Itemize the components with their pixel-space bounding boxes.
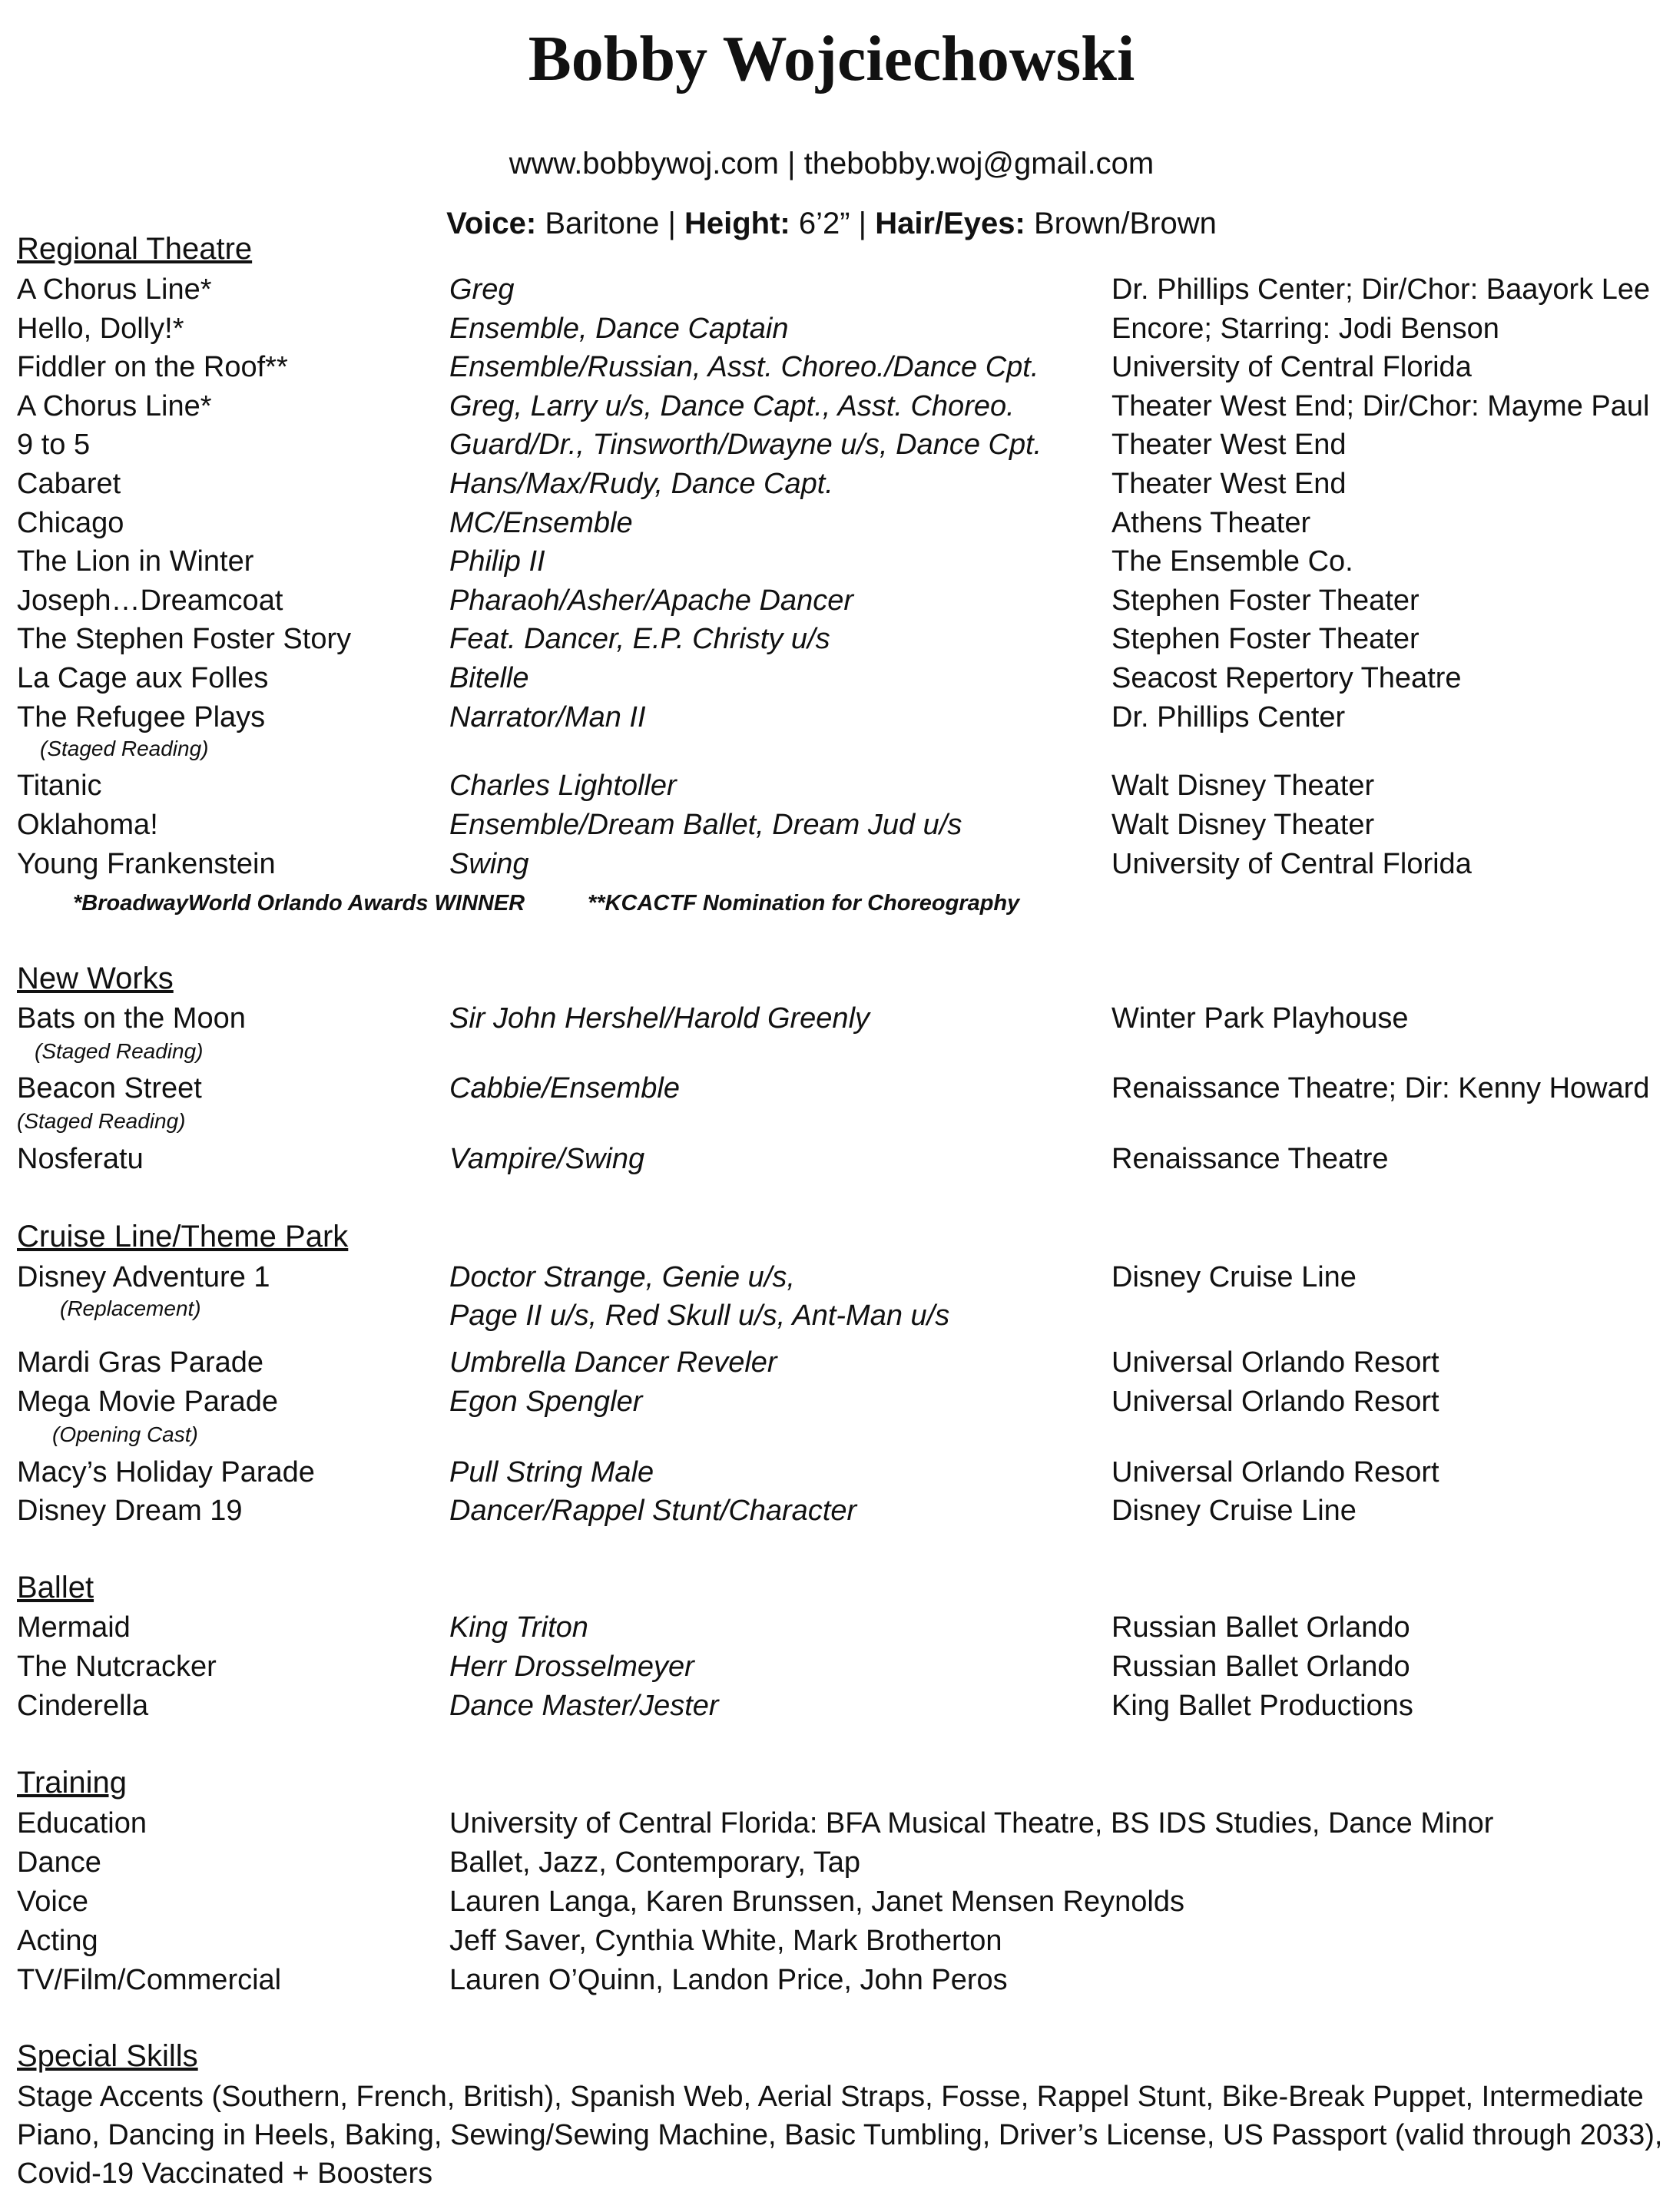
website-link[interactable]: www.bobbywoj.com (509, 147, 779, 180)
venue: Walt Disney Theater (1111, 770, 1375, 802)
role: Dance Master/Jester (449, 1690, 719, 1722)
separator: | (858, 207, 867, 240)
venue: King Ballet Productions (1111, 1690, 1413, 1722)
section-heading-regional: Regional Theatre (17, 232, 253, 266)
show-title: Mermaid (17, 1611, 131, 1644)
training-label: TV/Film/Commercial (17, 1964, 282, 1996)
show-title: Nosferatu (17, 1143, 144, 1175)
section-heading-special-skills: Special Skills (17, 2039, 198, 2073)
role: Narrator/Man II (449, 701, 646, 733)
role: Bitelle (449, 662, 529, 694)
show-title: Fiddler on the Roof** (17, 351, 288, 383)
venue: Russian Ballet Orlando (1111, 1611, 1410, 1644)
show-title: Joseph…Dreamcoat (17, 584, 283, 617)
show-title: Cinderella (17, 1690, 149, 1722)
show-title: Young Frankenstein (17, 848, 276, 880)
venue: Stephen Foster Theater (1111, 584, 1420, 617)
performer-name: Bobby Wojciechowski (528, 23, 1135, 94)
training-value: University of Central Florida: BFA Musical Theatre, BS IDS Studies, Dance Minor (449, 1807, 1494, 1839)
role: Feat. Dancer, E.P. Christy u/s (449, 623, 830, 655)
role: Doctor Strange, Genie u/s, (449, 1261, 795, 1293)
role: Ensemble/Dream Ballet, Dream Jud u/s (449, 809, 962, 841)
show-title: Disney Dream 19 (17, 1495, 243, 1527)
hair-eyes-value: Brown/Brown (1033, 207, 1217, 240)
venue: Encore; Starring: Jodi Benson (1111, 313, 1499, 345)
venue: Theater West End; Dir/Chor: Mayme Paul (1111, 390, 1650, 422)
show-title: The Lion in Winter (17, 545, 254, 578)
venue: University of Central Florida (1111, 848, 1472, 880)
voice-label: Voice: (446, 207, 537, 240)
role: Pull String Male (449, 1456, 654, 1488)
role: Umbrella Dancer Reveler (449, 1346, 777, 1379)
venue: Winter Park Playhouse (1111, 1002, 1409, 1035)
training-label: Acting (17, 1925, 98, 1957)
show-title: 9 to 5 (17, 429, 91, 461)
role: Charles Lightoller (449, 770, 677, 802)
role: MC/Ensemble (449, 507, 633, 539)
contact-line (0, 144, 1663, 183)
venue: University of Central Florida (1111, 351, 1472, 383)
section-heading-ballet: Ballet (17, 1571, 94, 1604)
show-title: Mardi Gras Parade (17, 1346, 264, 1379)
training-value: Lauren Langa, Karen Brunssen, Janet Mensen Reynolds (449, 1886, 1184, 1918)
venue: Dr. Phillips Center; Dir/Chor: Baayork Lee (1111, 273, 1651, 306)
section-heading-new-works: New Works (17, 962, 174, 995)
venue: Russian Ballet Orlando (1111, 1651, 1410, 1683)
voice-value: Baritone (545, 207, 660, 240)
venue: Theater West End (1111, 468, 1347, 500)
show-title: Disney Adventure 1 (17, 1261, 270, 1293)
award-note-1: *BroadwayWorld Orlando Awards WINNER (73, 891, 525, 916)
row-note: (Opening Cast) (52, 1422, 198, 1446)
height-value: 6’2” (798, 207, 850, 240)
role: King Triton (449, 1611, 588, 1644)
venue: Renaissance Theatre; Dir: Kenny Howard (1111, 1072, 1650, 1104)
venue: Renaissance Theatre (1111, 1143, 1389, 1175)
training-label: Voice (17, 1886, 88, 1918)
show-title: The Nutcracker (17, 1651, 217, 1683)
role: Pharaoh/Asher/Apache Dancer (449, 584, 853, 617)
venue: Universal Orlando Resort (1111, 1386, 1439, 1418)
show-title: Oklahoma! (17, 809, 158, 841)
skills-line: Stage Accents (Southern, French, British), Spanish Web, Aerial Straps, Fosse, Rappel Stunt, Bike-Break Puppet, Intermediate (17, 2081, 1644, 2113)
award-note-2: **KCACTF Nomination for Choreography (588, 891, 1020, 916)
role: Cabbie/Ensemble (449, 1072, 680, 1104)
venue: Athens Theater (1111, 507, 1311, 539)
venue: Walt Disney Theater (1111, 809, 1375, 841)
row-note: (Replacement) (60, 1296, 201, 1320)
show-title: Macy’s Holiday Parade (17, 1456, 315, 1488)
row-note: (Staged Reading) (35, 1039, 204, 1063)
role: Sir John Hershel/Harold Greenly (449, 1002, 870, 1035)
show-title: Cabaret (17, 468, 121, 500)
role: Ensemble/Russian, Asst. Choreo./Dance Cpt. (449, 351, 1039, 383)
show-title: Chicago (17, 507, 124, 539)
role: Dancer/Rappel Stunt/Character (449, 1495, 857, 1527)
show-title: Mega Movie Parade (17, 1386, 279, 1418)
training-value: Lauren O’Quinn, Landon Price, John Peros (449, 1964, 1008, 1996)
venue: Seacost Repertory Theatre (1111, 662, 1462, 694)
skills-line: Piano, Dancing in Heels, Baking, Sewing/Sewing Machine, Basic Tumbling, Driver’s License, US Passport (valid through 2033), (17, 2119, 1663, 2151)
role: Philip II (449, 545, 545, 578)
row-note: (Staged Reading) (40, 737, 209, 760)
role: Swing (449, 848, 529, 880)
hair-eyes-label: Hair/Eyes: (875, 207, 1025, 240)
email-link[interactable]: thebobby.woj@gmail.com (803, 147, 1154, 180)
role: Ensemble, Dance Captain (449, 313, 789, 345)
skills-line: Covid-19 Vaccinated + Boosters (17, 2157, 433, 2190)
show-title: A Chorus Line* (17, 273, 212, 306)
section-heading-training: Training (17, 1766, 128, 1800)
separator: | (787, 147, 796, 180)
role: Guard/Dr., Tinsworth/Dwayne u/s, Dance Cpt. (449, 429, 1042, 461)
training-value: Ballet, Jazz, Contemporary, Tap (449, 1846, 861, 1879)
role: Greg (449, 273, 515, 306)
training-label: Education (17, 1807, 147, 1839)
venue: Stephen Foster Theater (1111, 623, 1420, 655)
show-title: Titanic (17, 770, 102, 802)
role: Greg, Larry u/s, Dance Capt., Asst. Choreo. (449, 390, 1015, 422)
show-title: Hello, Dolly!* (17, 313, 184, 345)
training-value: Jeff Saver, Cynthia White, Mark Brotherton (449, 1925, 1002, 1957)
show-title: The Stephen Foster Story (17, 623, 352, 655)
show-title: La Cage aux Folles (17, 662, 269, 694)
venue: Disney Cruise Line (1111, 1495, 1357, 1527)
show-title: The Refugee Plays (17, 701, 266, 733)
venue: Dr. Phillips Center (1111, 701, 1346, 733)
section-heading-cruise-theme-park: Cruise Line/Theme Park (17, 1220, 349, 1253)
role: Hans/Max/Rudy, Dance Capt. (449, 468, 833, 500)
role: Vampire/Swing (449, 1143, 645, 1175)
separator: | (668, 207, 676, 240)
role: Herr Drosselmeyer (449, 1651, 694, 1683)
height-label: Height: (684, 207, 790, 240)
venue: Universal Orlando Resort (1111, 1456, 1439, 1488)
venue: Theater West End (1111, 429, 1347, 461)
role-continued: Page II u/s, Red Skull u/s, Ant-Man u/s (449, 1300, 950, 1332)
show-title: Beacon Street (17, 1072, 202, 1104)
show-title: A Chorus Line* (17, 390, 212, 422)
row-note: (Staged Reading) (17, 1109, 186, 1133)
show-title: Bats on the Moon (17, 1002, 246, 1035)
training-label: Dance (17, 1846, 101, 1879)
venue: Universal Orlando Resort (1111, 1346, 1439, 1379)
venue: The Ensemble Co. (1111, 545, 1353, 578)
role: Egon Spengler (449, 1386, 643, 1418)
venue: Disney Cruise Line (1111, 1261, 1357, 1293)
